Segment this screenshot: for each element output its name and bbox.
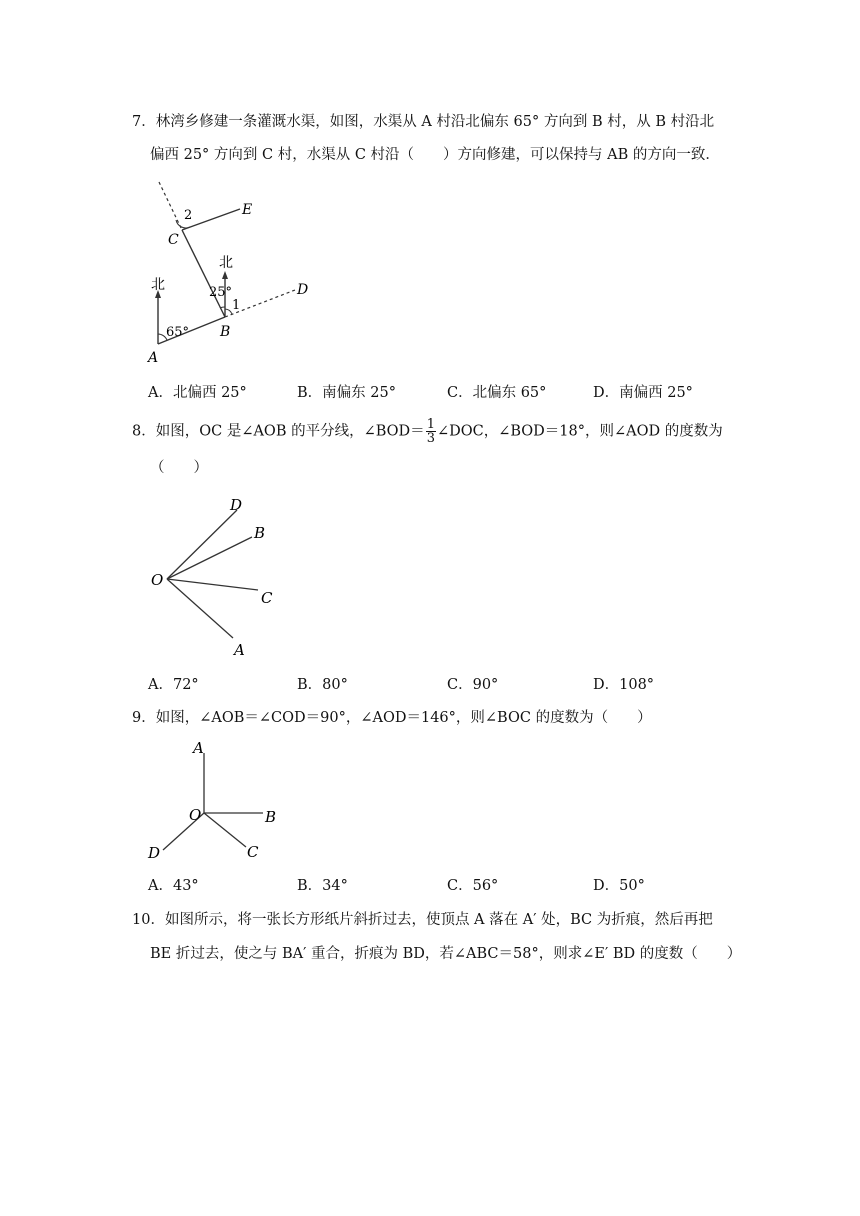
q10-text-line2: BE 折过去，使之与 BA′ 重合，折痕为 BD，若∠ABC＝58°，则求∠E′ BD 的度数（ ） — [150, 946, 742, 962]
q8-label-d: D — [230, 496, 243, 514]
q9-ray-oc — [204, 813, 246, 847]
q9-option-c[interactable]: C．56° — [447, 878, 499, 894]
q8-ray-oc — [167, 579, 258, 590]
q7-text-line1: 7．林湾乡修建一条灌溉水渠，如图，水渠从 A 村沿北偏东 65° 方向到 B 村，从 B 村沿北 — [132, 114, 715, 130]
q7-label-c: C — [168, 232, 179, 248]
q8-ray-ob — [167, 537, 252, 579]
q8-fraction-numerator: 1 — [426, 417, 435, 432]
q7-figure — [140, 172, 330, 372]
q9-label-a: A — [193, 739, 204, 757]
q8-ray-od — [167, 510, 237, 579]
q8-option-d[interactable]: D．108° — [593, 677, 655, 693]
q7-label-north1: 北 — [151, 277, 165, 293]
q7-segment-bc — [182, 230, 225, 317]
q8-figure — [145, 492, 295, 662]
q7-option-d[interactable]: D．南偏西 25° — [593, 385, 693, 401]
q8-fraction — [426, 418, 436, 445]
q7-label-65: 65° — [166, 325, 190, 340]
q7-arc-25 — [220, 307, 225, 308]
q9-figure — [140, 738, 290, 868]
q8-text-pre: 8．如图，OC 是∠AOB 的平分线，∠BOD＝ — [132, 423, 425, 440]
q9-label-d: D — [148, 844, 161, 862]
q7-label-1: 1 — [232, 298, 241, 313]
q7-option-c[interactable]: C．北偏东 65° — [447, 385, 547, 401]
q7-dash-c — [159, 182, 182, 230]
q8-text-line1 — [132, 418, 723, 445]
q9-option-d[interactable]: D．50° — [593, 878, 645, 894]
q8-option-c[interactable]: C．90° — [447, 677, 499, 693]
q8-label-c: C — [261, 589, 273, 607]
q8-label-o: O — [151, 571, 164, 589]
q9-option-b[interactable]: B．34° — [297, 878, 348, 894]
q7-label-2: 2 — [184, 208, 193, 223]
q7-label-north2: 北 — [219, 255, 233, 271]
q10-text-line1: 10．如图所示，将一张长方形纸片斜折过去，使顶点 A 落在 A′ 处，BC 为折痕，然后再把 — [132, 912, 713, 928]
q8-text-post: ∠DOC，∠BOD＝18°，则∠AOD 的度数为 — [436, 423, 723, 440]
q7-option-b[interactable]: B．南偏东 25° — [297, 385, 396, 401]
q9-label-c: C — [247, 843, 259, 861]
q9-label-o: O — [189, 806, 202, 824]
q9-text-line1: 9．如图，∠AOB＝∠COD＝90°，∠AOD＝146°，则∠BOC 的度数为（ ） — [132, 710, 652, 726]
q8-text-line2: （ ） — [150, 460, 208, 476]
q7-arrowhead-b — [222, 271, 228, 279]
q8-option-a[interactable]: A．72° — [148, 677, 199, 693]
q8-option-b[interactable]: B．80° — [297, 677, 348, 693]
q8-label-a: A — [234, 641, 245, 659]
q7-label-25: 25° — [209, 285, 233, 300]
q7-arc-1 — [225, 309, 232, 314]
q7-option-a[interactable]: A．北偏西 25° — [148, 385, 247, 401]
q9-option-a[interactable]: A．43° — [148, 878, 199, 894]
q8-ray-oa — [167, 579, 233, 638]
q7-label-a: A — [148, 350, 159, 366]
q7-text-line2: 偏西 25° 方向到 C 村，水渠从 C 村沿（ ）方向修建，可以保持与 AB 的方向一致． — [150, 147, 720, 163]
q7-label-d: D — [297, 282, 309, 298]
q8-label-b: B — [254, 524, 266, 542]
q9-label-b: B — [265, 808, 277, 826]
q8-fraction-denominator: 3 — [426, 431, 435, 446]
q7-label-b: B — [220, 324, 231, 340]
q7-label-e: E — [242, 202, 253, 218]
